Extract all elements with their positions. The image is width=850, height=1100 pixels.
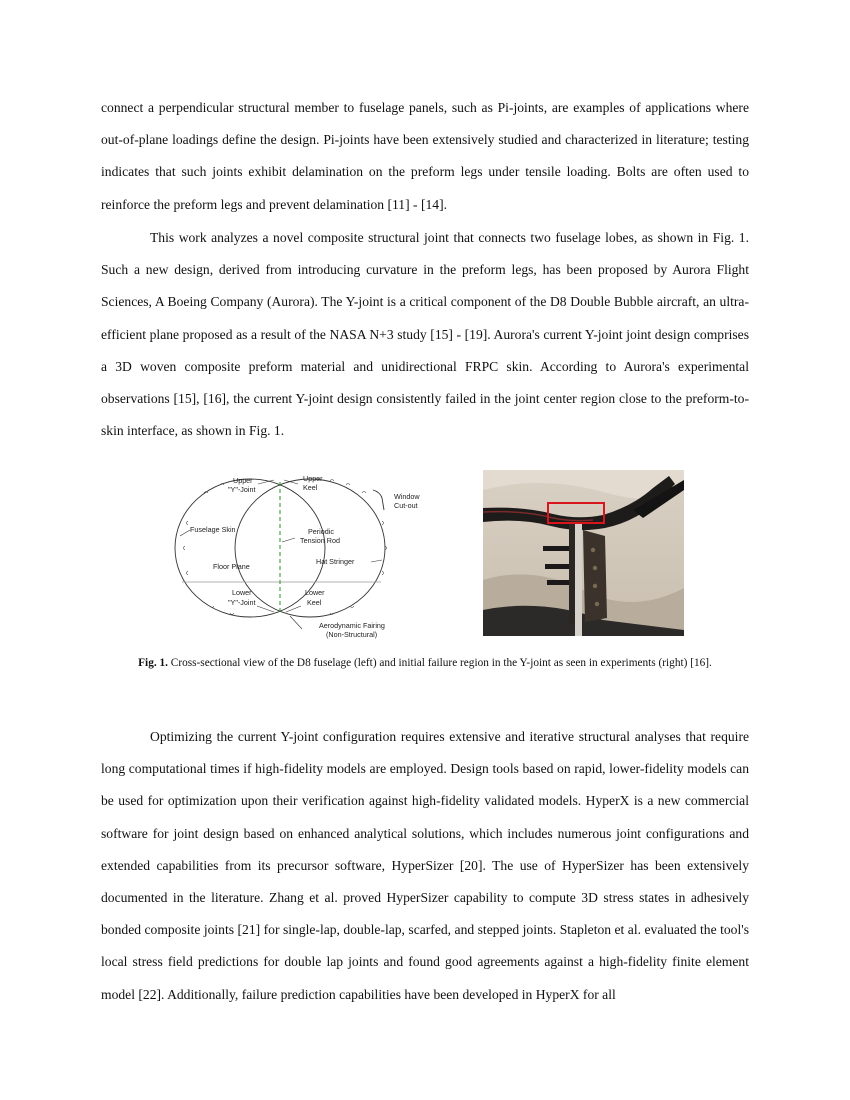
label-hat-stringer: Hat Stringer bbox=[316, 557, 355, 566]
label-window-2: Cut-out bbox=[394, 501, 418, 510]
caption-text: Cross-sectional view of the D8 fuselage (left) and initial failure region in the Y-joint as seen in experiments (right) [16]. bbox=[170, 657, 712, 669]
label-floor-plane: Floor Plane bbox=[213, 562, 250, 571]
hat-stringers bbox=[184, 480, 387, 615]
label-upper-keel-1: Upper bbox=[303, 474, 323, 483]
caption-label: Fig. 1. bbox=[138, 657, 168, 669]
bolt-3 bbox=[547, 580, 569, 585]
figure-caption bbox=[101, 655, 749, 671]
label-window-1: Window bbox=[394, 492, 420, 501]
fuselage-cross-section-diagram bbox=[170, 466, 420, 644]
paragraph-1: connect a perpendicular structural member to fuselage panels, such as Pi-joints, are examples of applications where out-of-plane loadings define the design. Pi-joints have been extensively studied and characterized in literature; testing indicates that such joints exhibit delamination on the preform legs under tensile loading. Bolts are often used to reinforce the preform legs and prevent delamination [11] - [14]. bbox=[101, 100, 749, 212]
window-cutout-bracket bbox=[373, 490, 384, 510]
label-lower-keel-2: Keel bbox=[307, 598, 322, 607]
label-tension-rod-1: Periodic bbox=[308, 527, 334, 536]
label-lower-y-joint-1: Lower bbox=[232, 588, 252, 597]
bolt-2 bbox=[545, 564, 569, 569]
label-fuselage-skin: Fuselage Skin bbox=[190, 525, 236, 534]
fixture-plate bbox=[583, 530, 607, 622]
label-upper-y-joint-1: Upper bbox=[233, 476, 253, 485]
paragraph-3: Optimizing the current Y-joint configuration requires extensive and iterative structural analyses that require long computational times if high-fidelity models are employed. Design tools based on rapid, lower-fidelity models can be used for optimization upon their verification against high-fidelity validated models. HyperX is a new commercial software for joint design based on enhanced analytical solutions, which includes numerous joint configurations and extended capabilities from its precursor software, HyperSizer [20]. The use of HyperSizer has been extensively documented in the literature. Zhang et al. proved HyperSizer capability to compute 3D stress states in adhesively bonded composite joints [21] for single-lap, double-lap, scarfed, and stepped joints. Stapleton et al. evaluated the tool's local stress field predictions for double lap joints and found good agreements against a high-fidelity finite element model [22]. Additionally, failure prediction capabilities have been developed in HyperX for all bbox=[101, 729, 749, 1002]
label-fairing-2: (Non-Structural) bbox=[326, 630, 378, 639]
bolt-1 bbox=[543, 546, 569, 551]
label-tension-rod-2: Tension Rod bbox=[300, 536, 340, 545]
tension-rod-photo bbox=[575, 524, 582, 636]
paragraph-2: This work analyzes a novel composite structural joint that connects two fuselage lobes, as shown in Fig. 1. Such a new design, derived from introducing curvature in the preform legs, has been proposed by Aurora Flight Sciences, A Boeing Company (Aurora). The Y-joint is a critical component of the D8 Double Bubble aircraft, an ultra-efficient plane proposed as a result of the NASA N+3 study [15] - [19]. Aurora's current Y-joint joint design comprises a 3D woven composite preform material and unidirectional FRPC skin. According to Aurora's experimental observations [15], [16], the current Y-joint design consistently failed in the joint center region close to the preform-to-skin interface, as shown in Fig. 1. bbox=[101, 230, 749, 439]
y-joint-experiment-photo bbox=[483, 470, 684, 636]
label-upper-keel-2: Keel bbox=[303, 483, 318, 492]
label-upper-y-joint-2: "Y"-Joint bbox=[228, 485, 256, 494]
label-lower-keel-1: Lower bbox=[305, 588, 325, 597]
label-fairing-1: Aerodynamic Fairing bbox=[319, 621, 385, 630]
label-lower-y-joint-2: "Y"-Joint bbox=[228, 598, 256, 607]
